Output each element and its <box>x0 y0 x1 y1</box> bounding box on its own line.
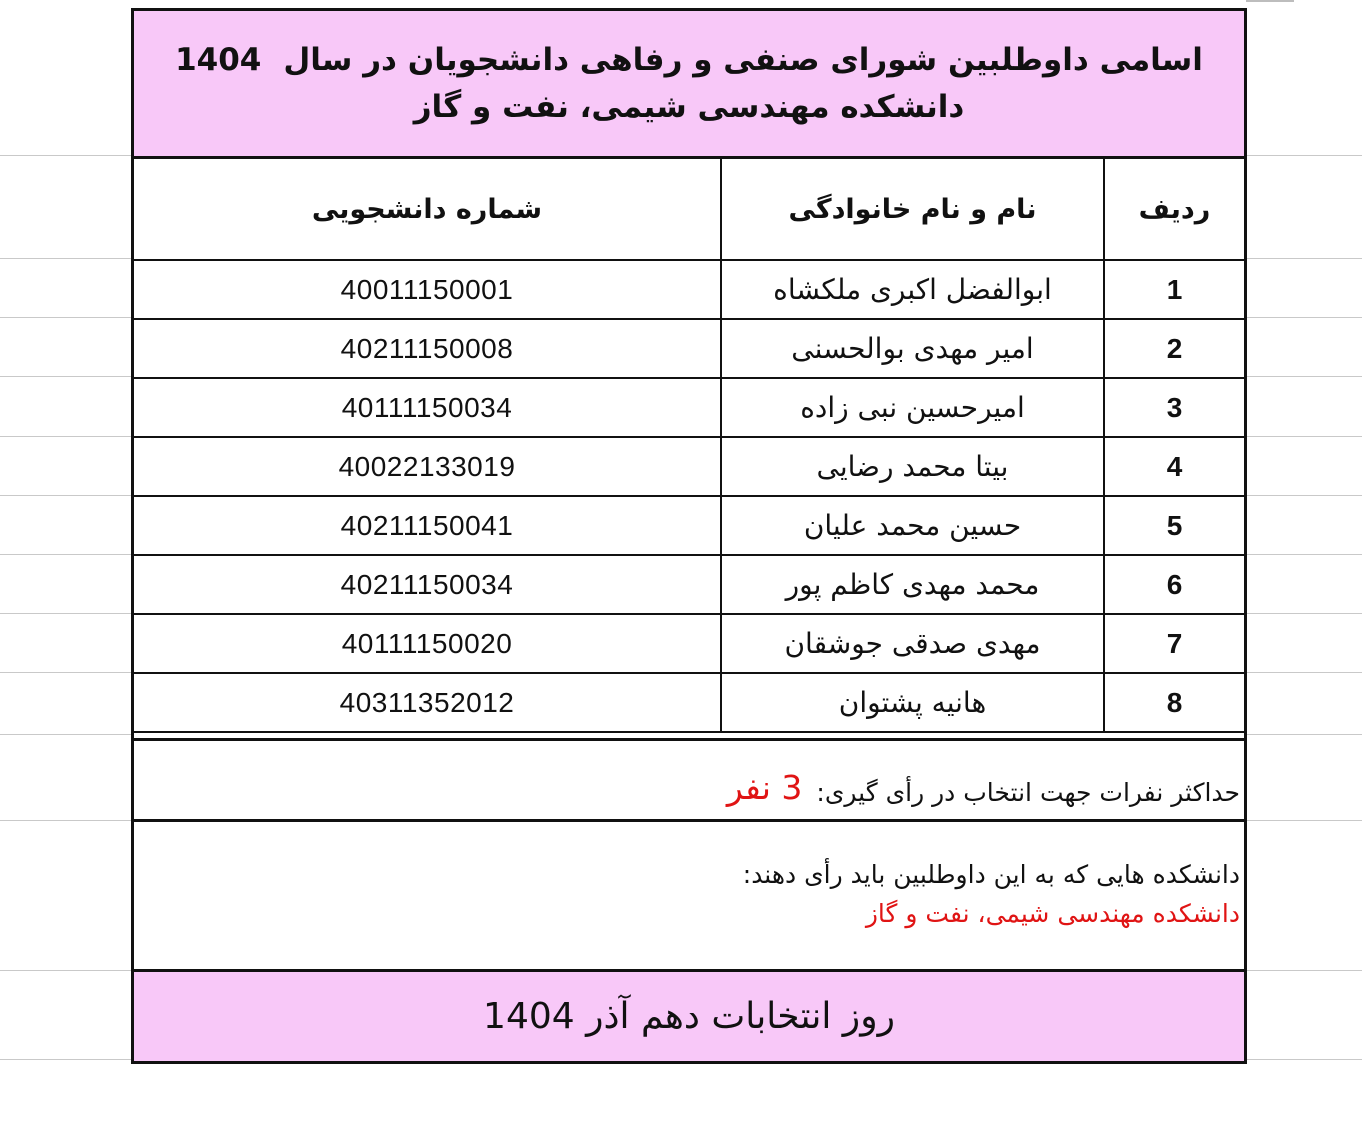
student-id: 40111150020 <box>134 614 721 673</box>
candidate-name: محمد مهدی کاظم پور <box>721 555 1104 614</box>
table-row <box>134 496 1244 555</box>
title-line-1 <box>175 37 1203 84</box>
title-text: اسامی داوطلبین شورای صنفی و رفاهی دانشجویان در سال <box>283 42 1203 78</box>
student-id: 40211150041 <box>134 496 721 555</box>
table-row <box>134 319 1244 378</box>
table-row <box>134 378 1244 437</box>
row-number: 6 <box>1104 555 1244 614</box>
candidate-name: ابوالفضل اکبری ملکشاه <box>721 260 1104 319</box>
table-row <box>134 614 1244 673</box>
candidate-name: امیرحسین نبی زاده <box>721 378 1104 437</box>
candidate-name: مهدی صدقی جوشقان <box>721 614 1104 673</box>
student-id: 40022133019 <box>134 437 721 496</box>
student-id: 40211150008 <box>134 319 721 378</box>
table-header-row <box>134 159 1244 260</box>
student-id: 40111150034 <box>134 378 721 437</box>
candidate-name: بیتا محمد رضایی <box>721 437 1104 496</box>
row-number: 5 <box>1104 496 1244 555</box>
student-id: 40011150001 <box>134 260 721 319</box>
table-row <box>134 437 1244 496</box>
column-header-student-id: شماره دانشجویی <box>134 159 721 260</box>
eligible-faculty-name: دانشکده مهندسی شیمی، نفت و گاز <box>865 898 1240 928</box>
column-header-full-name: نام و نام خانوادگی <box>721 159 1104 260</box>
max-selection-value: 3 نفر <box>726 768 803 807</box>
eligible-faculties-note <box>134 822 1244 972</box>
candidates-table <box>134 159 1244 733</box>
title-faculty: دانشکده مهندسی شیمی، نفت و گاز <box>413 88 965 125</box>
candidate-name: هانیه پشتوان <box>721 673 1104 732</box>
row-number: 2 <box>1104 319 1244 378</box>
candidate-list-sheet <box>131 8 1247 1064</box>
row-number: 7 <box>1104 614 1244 673</box>
eligible-faculties-label: دانشکده هایی که به این داوطلبین باید رأی دهند: <box>742 860 1240 889</box>
election-date: روز انتخابات دهم آذر 1404 <box>134 972 1244 1061</box>
title-year: 1404 <box>175 42 262 78</box>
row-number: 3 <box>1104 378 1244 437</box>
table-row <box>134 673 1244 732</box>
row-number: 4 <box>1104 437 1244 496</box>
row-number: 8 <box>1104 673 1244 732</box>
spreadsheet-top-gridline <box>1246 0 1294 2</box>
max-selection-label: حداکثر نفرات جهت انتخاب در رأی گیری: <box>816 778 1240 807</box>
student-id: 40311352012 <box>134 673 721 732</box>
candidate-name: حسین محمد علیان <box>721 496 1104 555</box>
max-selection-note <box>134 738 1244 822</box>
title-block <box>134 11 1244 159</box>
candidate-name: امیر مهدی بوالحسنی <box>721 319 1104 378</box>
row-number: 1 <box>1104 260 1244 319</box>
table-row <box>134 260 1244 319</box>
student-id: 40211150034 <box>134 555 721 614</box>
table-row <box>134 555 1244 614</box>
column-header-row-number: ردیف <box>1104 159 1244 260</box>
